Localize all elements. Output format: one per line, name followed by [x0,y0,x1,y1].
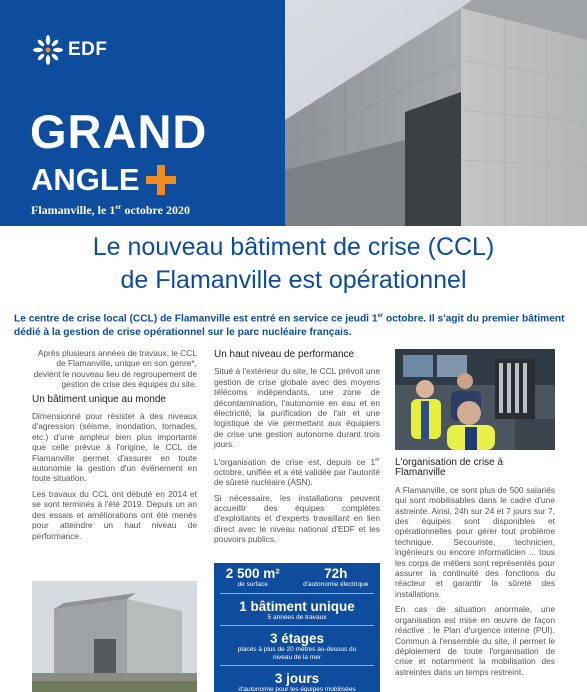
key-figures-box [214,563,380,692]
newsletter-title: GRAND [30,105,208,158]
dateline-suffix: octobre 2020 [121,203,190,217]
article-title-line1: Le nouveau bâtiment de crise (CCL) [92,233,495,261]
stat-surface-value: 2 500 m² [225,566,280,581]
section-heading-performance: Un haut niveau de performance [214,349,355,360]
building-photo-left [32,581,197,692]
stat-days-label: d'autonomie pour les équipes mobilisées [238,686,356,692]
hero-building-photo [285,0,587,226]
edf-logo [32,34,108,66]
article-title-line2: de Flamanville est opérationnel [120,266,467,294]
divider [220,665,374,666]
intro-paragraph: Après plusieurs années de travaux, le CCL de Flamanville, unique en son genre*, devient le nouveau lieu de regroupement de gestion de crise des équipes du site. [33,348,197,390]
stat-days [214,671,380,692]
column-left [32,348,197,546]
column-right [395,456,555,682]
stat-building-value: 1 bâtiment unique [239,598,355,614]
organisation-sup: er [375,456,380,463]
article-lead [14,309,582,340]
stat-building [214,599,380,622]
paragraph-installations: Si nécessaire, les installations peuvent accueillir des équipes complètes d'exploitants et d'experts travaillant en lien direct avec le niveau national d'EDF et les pouvoirs publics. [214,492,380,545]
stat-surface [226,566,280,589]
logo-text: EDF [68,39,108,60]
paragraph-works: Les travaux du CCL ont débuté en 2014 et se sont terminés à l'été 2019. Depuis un an des essais et améliorations ont été menés pour atteindre un haut niveau de performance. [32,488,197,541]
divider [220,625,374,626]
stats-row-top [214,563,380,589]
plus-icon [146,165,176,195]
stat-floors-label-2: niveau de la mer [272,653,322,661]
paragraph-staff: A Flamanville, ce sont plus de 500 salariés qui sont mobilisables dans le cadre d'une astreinte. Ainsi, 24h sur 24 et 7 jours sur 7, des équipes sont disponibles et opérationnelles pour gérer tout problème technique. Secouriste, technicien, ingénieurs ou encore informaticien ... tous les corps de métiers sont représentés pour assurer la continuité des fonctions du réacteur et garantir la sûreté des installations. [395,484,555,599]
dateline-prefix: Flamanville, le 1 [31,203,116,217]
stat-floors-value: 3 étages [269,631,325,646]
newsletter-subtitle: ANGLE [31,162,140,197]
stat-power [303,566,368,589]
crisis-team-photo [395,349,555,450]
organisation-part2: octobre, unifiée et a été validée par l'autorité de sûreté nucléaire (ASN). [214,466,380,488]
lead-part2: octobre. Il s'agit du premier bâtiment dédié à la gestion de crise opérationnel sur le parc nucléaire français. [14,313,565,339]
dateline-sup: er [115,203,122,211]
newsletter-subtitle-row [31,164,176,195]
divider [220,593,374,594]
stat-floors [214,631,380,661]
lead-sup: er [377,313,384,319]
article-title [0,231,587,297]
stat-power-label: d'autonomie électrique [303,581,369,588]
stat-floors-label-1: placés à plus de 20 mètres au-dessus du [237,646,357,653]
stat-building-label: 5 années de travaux [267,613,327,621]
stat-days-value: 3 jours [274,671,320,686]
lead-part1: Le centre de crise local (CCL) de Flamanville est entré en service ce jeudi 1 [14,313,378,325]
dateline [31,203,190,218]
edf-flower-icon [32,34,64,66]
section-heading-crisis-organisation: L'organisation de crise à Flamanville [395,457,504,479]
header-banner [0,0,587,226]
paragraph-pui: En cas de situation anormale, une organisation est mise en œuvre de façon réactive : le Plan d'urgence interne (PUI). Commun à l'ensemble du site, il permet le déploiement de toute l'organisation de crise et notamment la mobilisation des astreintes dans un temps restreint. [395,604,555,677]
stat-power-value: 72h [324,566,348,581]
paragraph-dimensioning: Dimensionné pour résister à des niveaux d'agression (séisme, inondation, tornades, etc.) d'une ampleur bien plus importante que celle prévue à l'origine, le CCL de Flamanville permet d'assurer en toute autonomie la gestion d'un événement en toute situation. [32,411,197,484]
column-middle [214,348,380,550]
paragraph-location: Situé à l'extérieur du site, le CCL prévoit une gestion de crise globale avec des moyens télécoms indépendants, une zone de décontamination, l'autonomie en eau et en électricité, la purification de l'air et une logistique de vie permettant aux équipiers de crise une gestion autonome durant trois jours. [214,366,380,450]
stat-surface-label: de surface [237,581,268,588]
organisation-part1: L'organisation de crise est, depuis ce 1 [214,456,376,467]
paragraph-organisation [214,455,380,488]
section-heading-unique-building: Un bâtiment unique au monde [32,393,166,405]
